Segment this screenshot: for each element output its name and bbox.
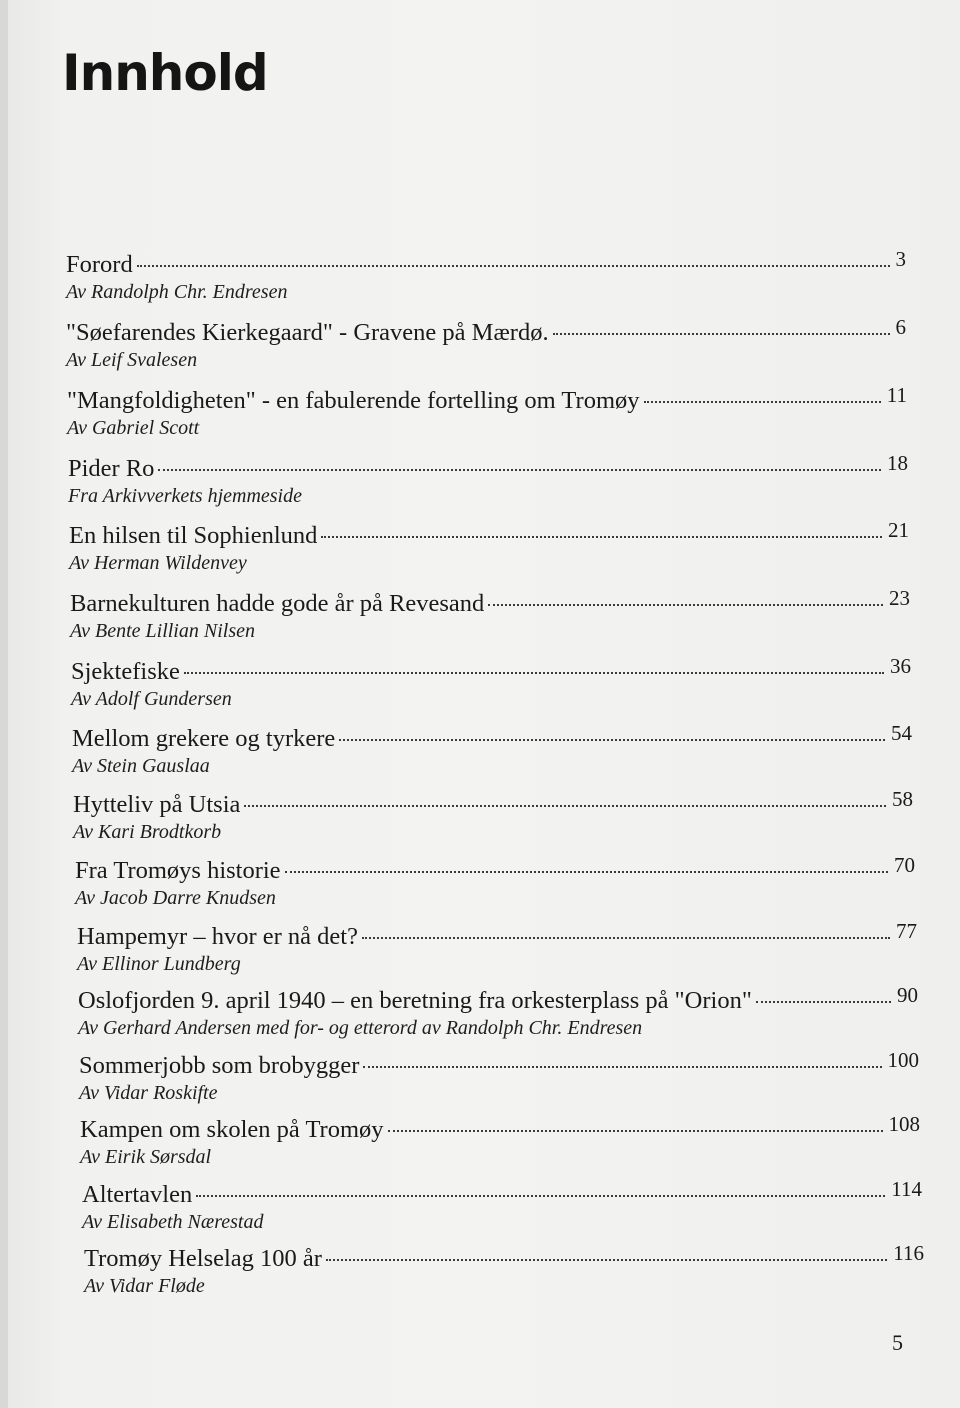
toc-entry: [69, 518, 909, 575]
dot-leader: [326, 1259, 887, 1261]
toc-entry-page: 77: [896, 919, 917, 943]
toc-entry-page: 3: [895, 247, 906, 271]
toc-entry-title: Kampen om skolen på Tromøy: [80, 1116, 384, 1143]
toc-entry-author: Av Randolph Chr. Endresen: [66, 281, 288, 303]
toc-entry-page: 114: [891, 1177, 922, 1201]
toc-entry: [84, 1241, 924, 1298]
toc-entry-page: 36: [890, 654, 911, 678]
toc-entry: [82, 1177, 922, 1234]
toc-entry-title: Hampemyr – hvor er nå det?: [77, 923, 358, 950]
toc-entry-title: "Søefarendes Kierkegaard" - Gravene på Mærdø.: [66, 319, 549, 346]
dot-leader: [137, 265, 890, 267]
toc-entry-author: Av Bente Lillian Nilsen: [70, 620, 255, 642]
toc-entry: [80, 1112, 920, 1169]
toc-entry-line: [82, 1177, 922, 1210]
toc-entry-line: [67, 383, 907, 416]
toc-entry-line: [68, 451, 908, 484]
toc-entry-author: Av Vidar Roskifte: [79, 1082, 218, 1104]
dot-leader: [388, 1130, 883, 1132]
dot-leader: [244, 805, 886, 807]
toc-entry-title: Oslofjorden 9. april 1940 – en beretning fra orkesterplass på "Orion": [78, 987, 752, 1014]
dot-leader: [363, 1066, 881, 1068]
toc-entry-title: Mellom grekere og tyrkere: [72, 725, 336, 752]
toc-entry-page: 116: [893, 1241, 924, 1265]
toc-entry-page: 58: [892, 787, 913, 811]
toc-entry-title: "Mangfoldigheten" - en fabulerende fortelling om Tromøy: [67, 387, 640, 414]
toc-entry-author: Av Eirik Sørsdal: [80, 1146, 212, 1168]
toc-entry-author: Av Elisabeth Nærestad: [82, 1211, 264, 1233]
dot-leader: [196, 1195, 885, 1197]
toc-entry-title: Fra Tromøys historie: [75, 857, 281, 884]
toc-entry-line: [69, 518, 909, 551]
toc-entry: [75, 853, 915, 910]
toc-entry-page: 108: [888, 1112, 920, 1136]
dot-leader: [184, 672, 884, 674]
toc-entry-title: Altertavlen: [82, 1181, 193, 1208]
toc-entry-page: 70: [894, 853, 915, 877]
toc-entry-author: Av Gabriel Scott: [67, 417, 200, 439]
toc-entry-line: [77, 919, 917, 952]
toc-entry: [73, 787, 913, 844]
page-number: 5: [892, 1330, 903, 1355]
toc-entry-title: Pider Ro: [68, 455, 155, 482]
toc-entry-author: Av Vidar Fløde: [84, 1275, 205, 1297]
toc-entry: [66, 247, 906, 304]
toc-entry-author: Av Leif Svalesen: [66, 349, 198, 371]
toc-entry-line: [73, 787, 913, 820]
toc-entry-page: 54: [891, 721, 912, 745]
dot-leader: [488, 604, 883, 606]
dot-leader: [362, 937, 890, 939]
toc-entry-line: [78, 983, 918, 1016]
dot-leader: [321, 536, 882, 538]
toc-entry: [66, 315, 906, 372]
toc-entry-author: Av Jacob Darre Knudsen: [75, 887, 276, 909]
toc-entry-page: 21: [888, 518, 909, 542]
toc-entry: [70, 586, 910, 643]
toc-entry-title: Hytteliv på Utsia: [73, 791, 241, 818]
dot-leader: [158, 469, 881, 471]
toc-entry-page: 90: [897, 983, 918, 1007]
toc-entry-title: En hilsen til Sophienlund: [69, 522, 318, 549]
toc-entry-page: 6: [895, 315, 906, 339]
toc-entry: [68, 451, 908, 508]
toc-entry-page: 100: [887, 1048, 919, 1072]
toc-entry-author: Fra Arkivverkets hjemmeside: [68, 485, 302, 507]
book-page: [8, 0, 960, 1408]
toc-entry-line: [71, 654, 911, 687]
toc-entry-author: Av Adolf Gundersen: [71, 688, 232, 710]
dot-leader: [644, 401, 881, 403]
toc-entry-author: Av Herman Wildenvey: [69, 552, 247, 574]
toc-entry: [67, 383, 907, 440]
toc-entry-author: Av Stein Gauslaa: [72, 755, 210, 777]
toc-entry-line: [84, 1241, 924, 1274]
toc-entry-line: [70, 586, 910, 619]
toc-entry-page: 11: [886, 383, 907, 407]
toc-entry-line: [79, 1048, 919, 1081]
toc-entry-line: [66, 315, 906, 348]
toc-entry-author: Av Ellinor Lundberg: [77, 953, 241, 975]
toc-entry: [72, 721, 912, 778]
dot-leader: [285, 871, 888, 873]
toc-entry-line: [75, 853, 915, 886]
toc-entry-author: Av Gerhard Andersen med for- og etterord av Randolph Chr. Endresen: [78, 1017, 643, 1039]
toc-entry: [77, 919, 917, 976]
toc-entry-title: Sjektefiske: [71, 658, 180, 685]
dot-leader: [756, 1001, 891, 1003]
toc-entry-page: 18: [887, 451, 908, 475]
dot-leader: [553, 333, 890, 335]
toc-entry: [71, 654, 911, 711]
toc-entry-title: Barnekulturen hadde gode år på Revesand: [70, 590, 485, 617]
toc-entry-line: [80, 1112, 920, 1145]
toc-entry-author: Av Kari Brodtkorb: [73, 821, 222, 843]
toc-entry-title: Forord: [66, 251, 133, 278]
toc-entry-page: 23: [889, 586, 910, 610]
page-title: Innhold: [62, 44, 268, 102]
toc-entry: [78, 983, 918, 1040]
toc-entry-title: Tromøy Helselag 100 år: [84, 1245, 322, 1272]
toc-entry-title: Sommerjobb som brobygger: [79, 1052, 360, 1079]
toc-entry-line: [72, 721, 912, 754]
toc-entry-line: [66, 247, 906, 280]
dot-leader: [339, 739, 885, 741]
toc-entry: [79, 1048, 919, 1105]
